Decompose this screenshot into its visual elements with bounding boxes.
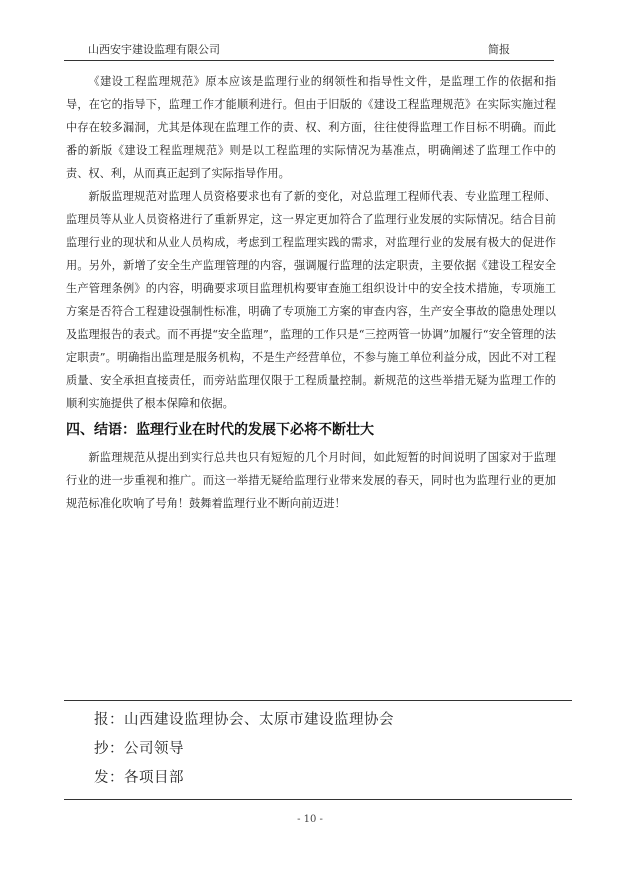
paragraph-new-requirements: 新版监理规范对监理人员资格要求也有了新的变化，对总监理工程师代表、专业监理工程师、监理员等从业人员资格进行了重新界定，这一界定更加符合了监理行业发展的实际情况。结合目前监理行业的现状和从业人员构成，考虑到工程监理实践的需求，对监理行业的发展有极大的促进作用。另外，新增了安全生产监理管理的内容，强调履行监理的法定职责，主要依据《建设工程安全生产管理条例》的内容，明确要求项目监理机构要审查施工组织设计中的安全技术措施，专项施工方案是否符合工程建设强制性标准，明确了专项施工方案的审查内容，生产安全事故的隐患处理以及监理报告的表式。而不再提“安全监理”，监理的工作只是“三控两管一协调”加履行“安全管理的法定职责”。明确指出监理是服务机构，不是生产经营单位，不参与施工单位利益分成，因此不对工程质量、安全承担直接责任，而旁站监理仅限于工程质量控制。新规范的这些举措无疑为监理工作的顺利实施提供了根本保障和依据。 xyxy=(66,190,556,410)
section-heading-conclusion: 四、结语：监理行业在时代的发展下必将不断壮大 xyxy=(66,422,374,438)
main-content xyxy=(66,70,556,515)
page-header xyxy=(64,40,554,61)
document-type: 简报 xyxy=(488,43,510,56)
report-to-line: 报：山西建设监理协会、太原市建设监理协会 xyxy=(94,712,394,728)
send-to-line: 发：各项目部 xyxy=(94,770,184,786)
company-name: 山西安宇建设监理有限公司 xyxy=(88,43,220,56)
paragraph-spec-role: 《建设工程监理规范》原本应该是监理行业的纲领性和指导性文件，是监理工作的依据和指导，在它的指导下，监理工作才能顺利进行。但由于旧版的《建设工程监理规范》在实际实施过程中存在较多漏洞，尤其是体现在监理工作的责、权、利方面，往往使得监理工作目标不明确。而此番的新版《建设工程监理规范》则是以工程监理的实际情况为基准点，明确阐述了监理工作中的责、权、利，从而真正起到了实际指导作用。 xyxy=(66,75,556,180)
distribution-block xyxy=(64,700,572,800)
paragraph-conclusion: 新监理规范从提出到实行总共也只有短短的几个月时间，如此短暂的时间说明了国家对于监理行业的进一步重视和推广。而这一举措无疑给监理行业带来发展的春天，同时也为监理行业的更加规范标准化吹响了号角！鼓舞着监理行业不断向前迈进！ xyxy=(66,451,556,510)
copy-to-line: 抄：公司领导 xyxy=(94,741,184,757)
page-number: - 10 - xyxy=(297,814,323,825)
